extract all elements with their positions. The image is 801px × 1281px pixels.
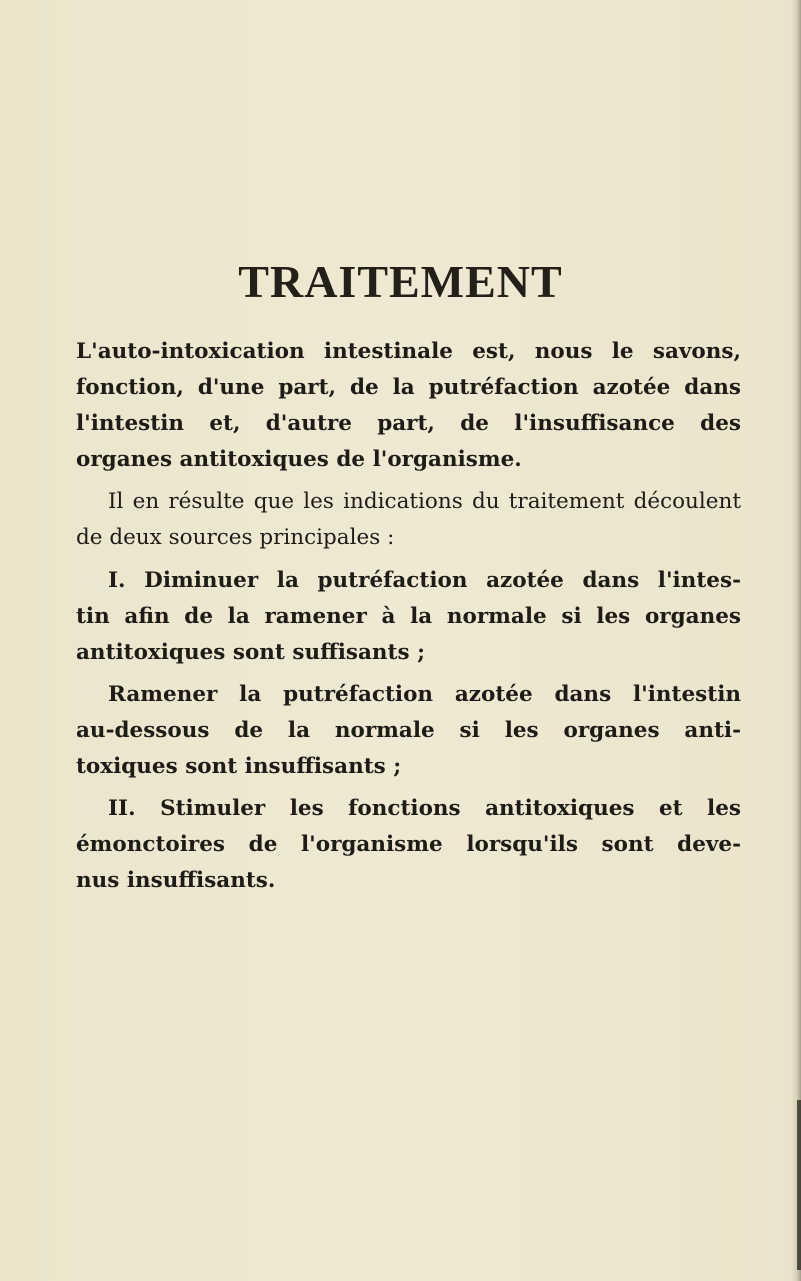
item-1-line-3: antitoxiques sont suffisants ; bbox=[76, 640, 426, 665]
paragraph-1-line-3: l'intestin et, d'autre part, de l'insuffisance des bbox=[76, 411, 741, 436]
item-1b-line-3: toxiques sont insuffisants ; bbox=[76, 754, 402, 779]
item-2-line-1: II. Stimuler les fonctions antitoxiques et les bbox=[108, 796, 741, 821]
item-1-line-1: I. Diminuer la putréfaction azotée dans l'intes- bbox=[108, 568, 741, 593]
paragraph-2-line-2: de deux sources principales : bbox=[76, 525, 395, 550]
item-1b-line-2: au-dessous de la normale si les organes anti- bbox=[76, 718, 741, 743]
paragraph-1-line-2: fonction, d'une part, de la putréfaction azotée dans bbox=[76, 375, 741, 400]
item-1-line-2: tin afin de la ramener à la normale si les organes bbox=[76, 604, 741, 629]
page-title: TRAITEMENT bbox=[238, 256, 563, 307]
item-2-line-2: émonctoires de l'organisme lorsqu'ils sont deve- bbox=[76, 832, 741, 857]
page-edge-shadow bbox=[791, 0, 801, 1281]
paragraph-2-line-1: Il en résulte que les indications du traitement découlent bbox=[108, 489, 741, 514]
page-edge-mark bbox=[797, 1100, 801, 1270]
paragraph-1-line-1: L'auto-intoxication intestinale est, nous le savons, bbox=[76, 339, 741, 364]
paragraph-1-line-4: organes antitoxiques de l'organisme. bbox=[76, 447, 522, 472]
item-1b-line-1: Ramener la putréfaction azotée dans l'intestin bbox=[108, 682, 741, 707]
item-2-line-3: nus insuffisants. bbox=[76, 868, 276, 893]
